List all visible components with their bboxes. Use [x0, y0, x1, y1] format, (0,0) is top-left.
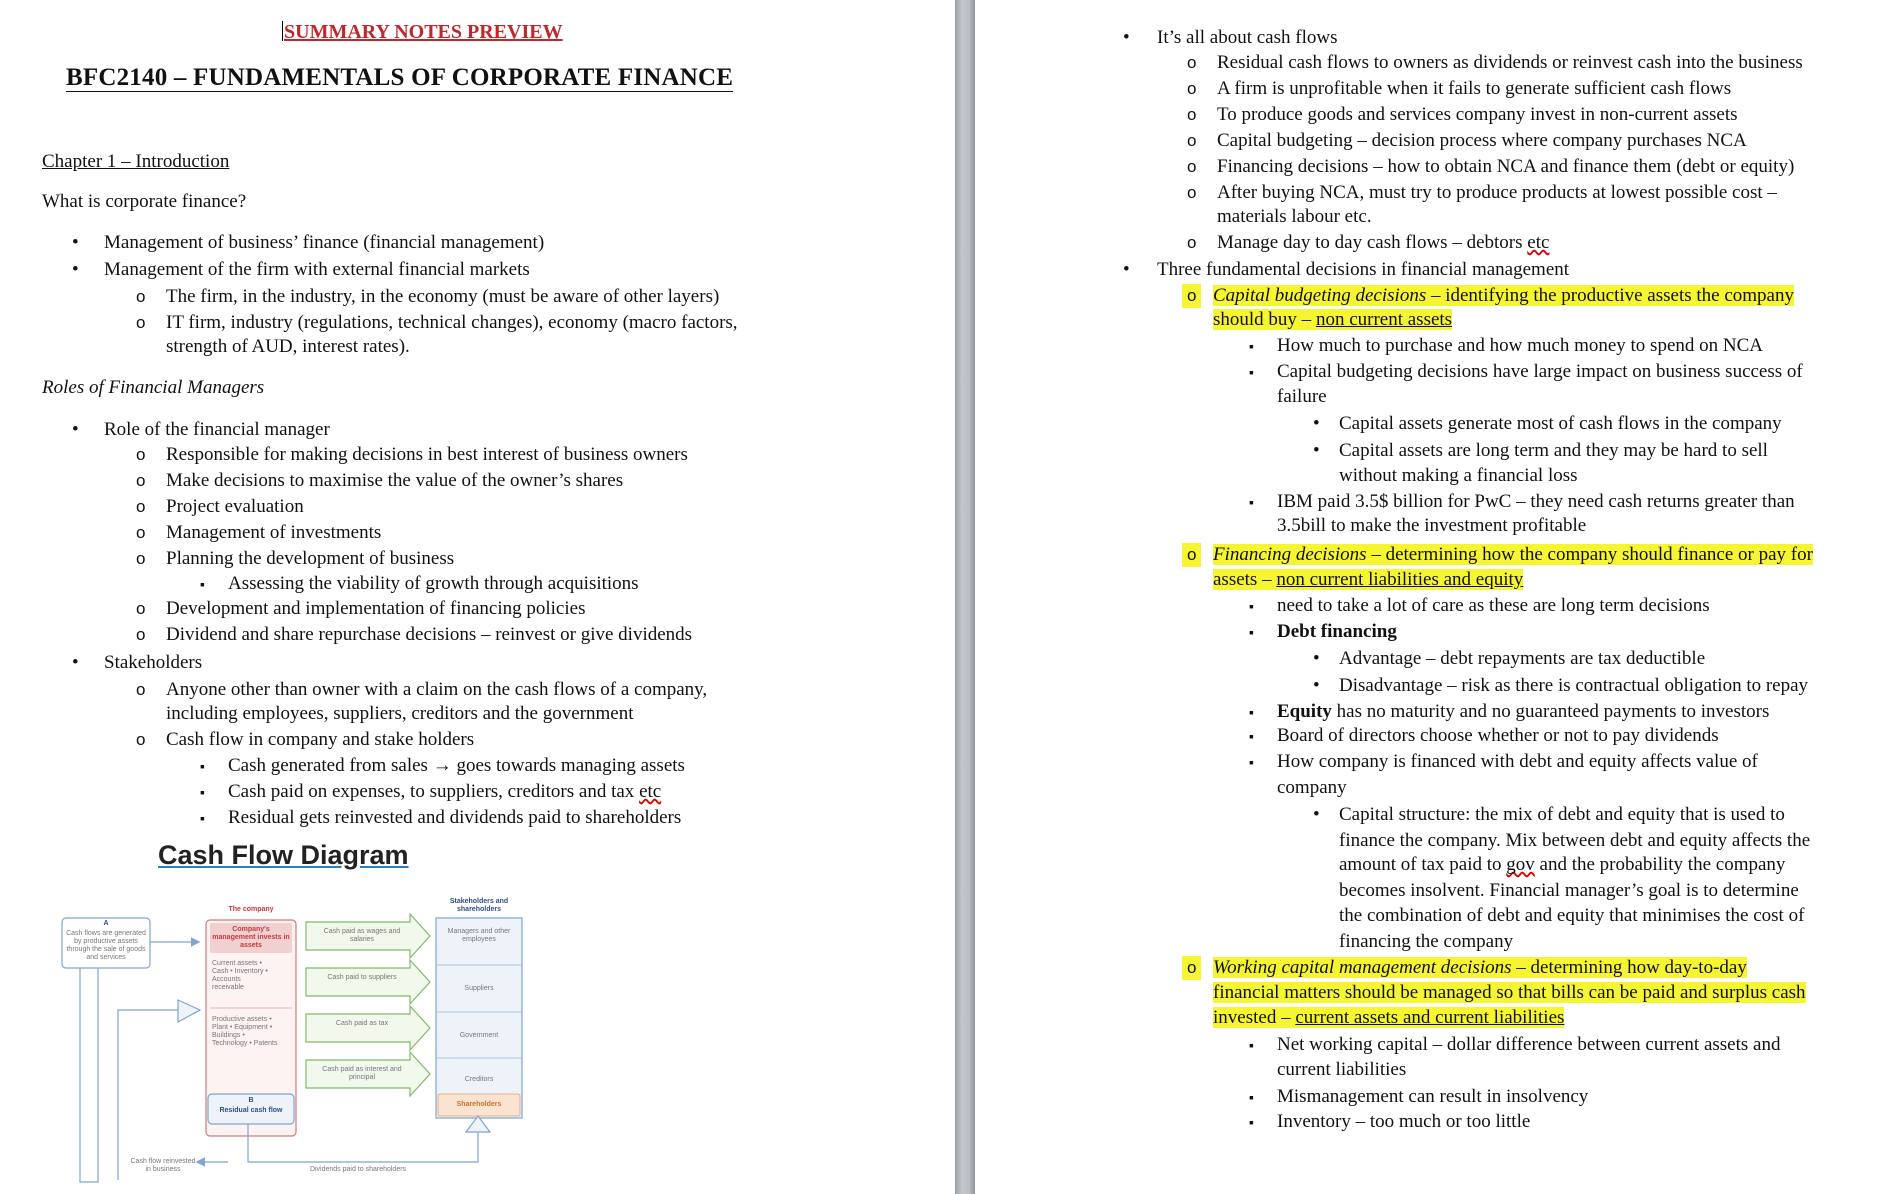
list-item: Responsible for making decisions in best interest of business owners [166, 444, 688, 465]
list-item: Cash generated from sales → goes towards managing assets [228, 755, 685, 776]
bullet-icon [1123, 26, 1130, 50]
list-item: Three fundamental decisions in financial management [1157, 259, 1570, 280]
stakeholders-box [436, 918, 522, 1118]
square-bullet-icon [1249, 620, 1254, 646]
capital-structure-line: becomes insolvent. Financial manager’s goal is to determine [1339, 880, 1799, 901]
list-item: Role of the financial manager [104, 419, 330, 440]
section-question: What is corporate finance? [42, 191, 247, 212]
square-bullet-icon [1249, 1033, 1254, 1059]
circle-bullet-icon [136, 443, 145, 467]
right-page [975, 0, 1892, 1194]
text: amount of tax paid to [1339, 854, 1507, 875]
square-bullet-icon [200, 572, 205, 598]
stakeholder-creditors: Creditors [464, 1076, 494, 1083]
b-letter: B [248, 1097, 254, 1104]
text: financial matters should be managed so that bills can be paid and surplus cash [1213, 982, 1806, 1003]
circle-bullet-icon [1187, 77, 1196, 101]
list-item [1277, 700, 1769, 724]
list-item: Capital assets are long term and they may be hard to sell [1339, 440, 1768, 461]
term-italic: Working capital management decisions [1213, 957, 1512, 978]
term-italic: Capital budgeting decisions [1213, 285, 1427, 306]
list-item: Disadvantage – risk as there is contractual obligation to repay [1339, 675, 1809, 696]
underlined-text: current assets and current liabilities [1295, 1007, 1565, 1028]
list-item: Capital assets generate most of cash flows in the company [1339, 413, 1782, 434]
list-item-text: Cash paid on expenses, to suppliers, creditors and tax [228, 781, 640, 802]
list-item: Inventory – too much or too little [1277, 1111, 1531, 1132]
circle-bullet-icon [1187, 231, 1196, 255]
diagram-title: Cash Flow Diagram [158, 840, 409, 870]
bullet-icon [1313, 647, 1320, 671]
circle-bullet-icon [136, 678, 145, 702]
underlined-text: non current assets [1315, 309, 1453, 330]
dividends-label: Dividends paid to shareholders [309, 1166, 407, 1173]
list-item: Make decisions to maximise the value of the owner’s shares [166, 470, 624, 491]
financing-decisions-line2 [1213, 568, 1523, 592]
circle-bullet-icon [136, 521, 145, 545]
stakeholders-header: Stakeholders and shareholders [449, 898, 509, 913]
reinvest-label: Cash flow reinvested in business [130, 1158, 196, 1173]
square-bullet-icon [200, 780, 205, 806]
list-item-continued: 3.5bill to make the investment profitable [1277, 515, 1587, 536]
working-capital-line3 [1213, 1006, 1564, 1030]
list-item [1217, 231, 1549, 255]
flow-label: Cash paid as wages and salaries [323, 928, 401, 943]
spellcheck-word: etc [1527, 232, 1550, 253]
list-item: need to take a lot of care as these are long term decisions [1277, 595, 1710, 616]
flow-arrow [306, 960, 430, 1004]
square-bullet-icon [1249, 1085, 1254, 1111]
list-item-continued: materials labour etc. [1217, 206, 1372, 227]
text: invested – [1213, 1007, 1296, 1028]
capital-budgeting-line2 [1213, 308, 1452, 332]
list-item: How much to purchase and how much money to spend on NCA [1277, 335, 1764, 356]
list-item-continued: current liabilities [1277, 1059, 1407, 1080]
list-item: Mismanagement can result in insolvency [1277, 1086, 1589, 1107]
flow-label: Cash paid as tax [335, 1020, 389, 1027]
flow-label: Cash paid to suppliers [327, 974, 397, 981]
bullet-icon [72, 258, 79, 282]
term-definition: – identifying the productive assets the company [1426, 285, 1794, 306]
list-item-text: has no maturity and no guaranteed payments to investors [1331, 701, 1770, 722]
list-item: Financing decisions – how to obtain NCA and finance them (debt or equity) [1217, 156, 1795, 177]
current-assets-label: Current assets • Cash • Inventory • Accounts receivable [212, 960, 268, 991]
term-italic: Financing decisions [1213, 544, 1367, 565]
circle-bullet-icon [1187, 129, 1196, 153]
circle-bullet-icon [136, 597, 145, 621]
list-item: Development and implementation of financing policies [166, 598, 586, 619]
list-item-continued: company [1277, 777, 1347, 798]
stakeholder-shareholders: Shareholders [456, 1101, 502, 1108]
list-item: Net working capital – dollar difference between current assets and [1277, 1034, 1781, 1055]
square-bullet-icon [1249, 490, 1254, 516]
list-item: Cash flow in company and stake holders [166, 729, 475, 750]
list-item: Residual cash flows to owners as dividends or reinvest cash into the business [1217, 52, 1803, 73]
text: should buy – [1213, 309, 1316, 330]
cash-flow-diagram [58, 840, 530, 1194]
list-item: Assessing the viability of growth through acquisitions [228, 573, 639, 594]
list-item [228, 780, 661, 804]
capital-structure-line: the combination of debt and equity that minimises the cost of [1339, 905, 1805, 926]
circle-bullet-icon [1187, 155, 1196, 179]
spellcheck-word: etc [639, 781, 662, 802]
term-definition: – determining how day-to-day [1511, 957, 1747, 978]
document-title: BFC2140 – FUNDAMENTALS OF CORPORATE FINANCE [66, 64, 734, 91]
list-item: Planning the development of business [166, 548, 455, 569]
bullet-icon [1313, 412, 1320, 436]
list-item: Debt financing [1277, 621, 1397, 642]
capital-structure-line: financing the company [1339, 931, 1514, 952]
circle-bullet-icon [136, 547, 145, 571]
list-item: Anyone other than owner with a claim on the cash flows of a company, [166, 679, 708, 700]
list-item: How company is financed with debt and equity affects value of [1277, 751, 1758, 772]
company-label: The company [228, 906, 274, 913]
diagram-shapes [58, 840, 530, 1194]
flow-arrow [306, 1006, 430, 1050]
list-item-continued: without making a financial loss [1339, 465, 1578, 486]
list-item: Management of investments [166, 522, 382, 543]
list-item: Stakeholders [104, 652, 203, 673]
circle-bullet-icon [136, 728, 145, 752]
circle-bullet-icon [1187, 103, 1196, 127]
list-item: Capital budgeting – decision process where company purchases NCA [1217, 130, 1747, 151]
square-bullet-icon [1249, 750, 1254, 776]
list-item: Capital budgeting decisions have large impact on business success of [1277, 361, 1803, 382]
list-item: Management of the firm with external financial markets [104, 259, 530, 280]
flow-label: Cash paid as interest and principal [322, 1066, 402, 1081]
spellcheck-word: gov [1506, 854, 1535, 875]
list-item: Project evaluation [166, 496, 304, 517]
chapter-heading: Chapter 1 – Introduction [42, 151, 230, 172]
square-bullet-icon [1249, 594, 1254, 620]
list-item: IBM paid 3.5$ billion for PwC – they need cash returns greater than [1277, 491, 1795, 512]
capital-budgeting-heading [1213, 284, 1794, 308]
productive-assets-label: Productive assets • Plant • Equipment • Buildings • Technology • Patents [212, 1016, 278, 1047]
circle-bullet-icon [1182, 543, 1201, 567]
capital-structure-line [1339, 853, 1785, 877]
circle-bullet-icon [136, 311, 145, 335]
working-capital-line2 [1213, 981, 1806, 1005]
stakeholder-managers: Managers and other employees [447, 928, 511, 943]
circle-bullet-icon [136, 469, 145, 493]
page-gutter [955, 0, 975, 1194]
bullet-icon [72, 231, 79, 255]
bullet-icon [72, 418, 79, 442]
list-item: Residual gets reinvested and dividends paid to shareholders [228, 807, 682, 828]
text: and the probability the company [1534, 854, 1786, 875]
text: assets – [1213, 569, 1277, 590]
list-item: After buying NCA, must try to produce products at lowest possible cost – [1217, 182, 1777, 203]
list-item: Board of directors choose whether or not to pay dividends [1277, 725, 1719, 746]
list-item: A firm is unprofitable when it fails to generate sufficient cash flows [1217, 78, 1732, 99]
circle-bullet-icon [136, 285, 145, 309]
circle-bullet-icon [136, 623, 145, 647]
residual-label: Residual cash flow [219, 1107, 283, 1114]
list-item-continued: failure [1277, 386, 1327, 407]
bullet-icon [1123, 258, 1130, 282]
text-cursor [282, 21, 283, 41]
list-item-continued: strength of AUD, interest rates). [166, 336, 410, 357]
roles-heading: Roles of Financial Managers [42, 377, 265, 398]
doc-title-line [66, 63, 733, 93]
square-bullet-icon [1249, 360, 1254, 386]
square-bullet-icon [200, 806, 205, 832]
bullet-icon [1313, 803, 1320, 827]
circle-bullet-icon [136, 495, 145, 519]
underlined-text: non current liabilities and equity [1276, 569, 1524, 590]
list-item-text: Manage day to day cash flows – debtors [1217, 232, 1528, 253]
circle-bullet-icon [1182, 284, 1201, 308]
list-item: Dividend and share repurchase decisions – reinvest or give dividends [166, 624, 693, 645]
bullet-icon [72, 651, 79, 675]
summary-heading: SUMMARY NOTES PREVIEW [284, 21, 563, 43]
capital-structure-line: Capital structure: the mix of debt and equity that is used to [1339, 804, 1785, 825]
management-label: Company's management invests in assets [212, 926, 290, 949]
square-bullet-icon [1249, 1110, 1254, 1136]
list-item: To produce goods and services company invest in non-current assets [1217, 104, 1738, 125]
a-description: Cash flows are generated by productive assets through the sale of goods and services [66, 930, 146, 961]
list-item: Advantage – debt repayments are tax deductible [1339, 648, 1706, 669]
working-capital-heading [1213, 956, 1747, 980]
circle-bullet-icon [1187, 51, 1196, 75]
square-bullet-icon [1249, 334, 1254, 360]
financing-decisions-heading [1213, 543, 1813, 567]
square-bullet-icon [200, 754, 205, 780]
stakeholder-government: Government [459, 1032, 499, 1039]
square-bullet-icon [1249, 724, 1254, 750]
square-bullet-icon [1249, 700, 1254, 726]
capital-structure-line: finance the company. Mix between debt and equity affects the [1339, 830, 1811, 851]
a-letter: A [103, 920, 109, 927]
list-item: Management of business’ finance (financial management) [104, 232, 545, 253]
list-item: The firm, in the industry, in the economy (must be aware of other layers) [166, 286, 720, 307]
circle-bullet-icon [1187, 181, 1196, 205]
circle-bullet-icon [1182, 956, 1201, 980]
stakeholder-suppliers: Suppliers [464, 985, 494, 992]
bold-term: Equity [1277, 701, 1332, 722]
list-item: It’s all about cash flows [1157, 27, 1338, 48]
term-definition: – determining how the company should finance or pay for [1366, 544, 1813, 565]
list-item: IT firm, industry (regulations, technical changes), economy (macro factors, [166, 312, 738, 333]
bullet-icon [1313, 439, 1320, 463]
list-item-continued: including employees, suppliers, creditors and the government [166, 703, 634, 724]
bullet-icon [1313, 674, 1320, 698]
summary-heading-line [282, 20, 563, 45]
